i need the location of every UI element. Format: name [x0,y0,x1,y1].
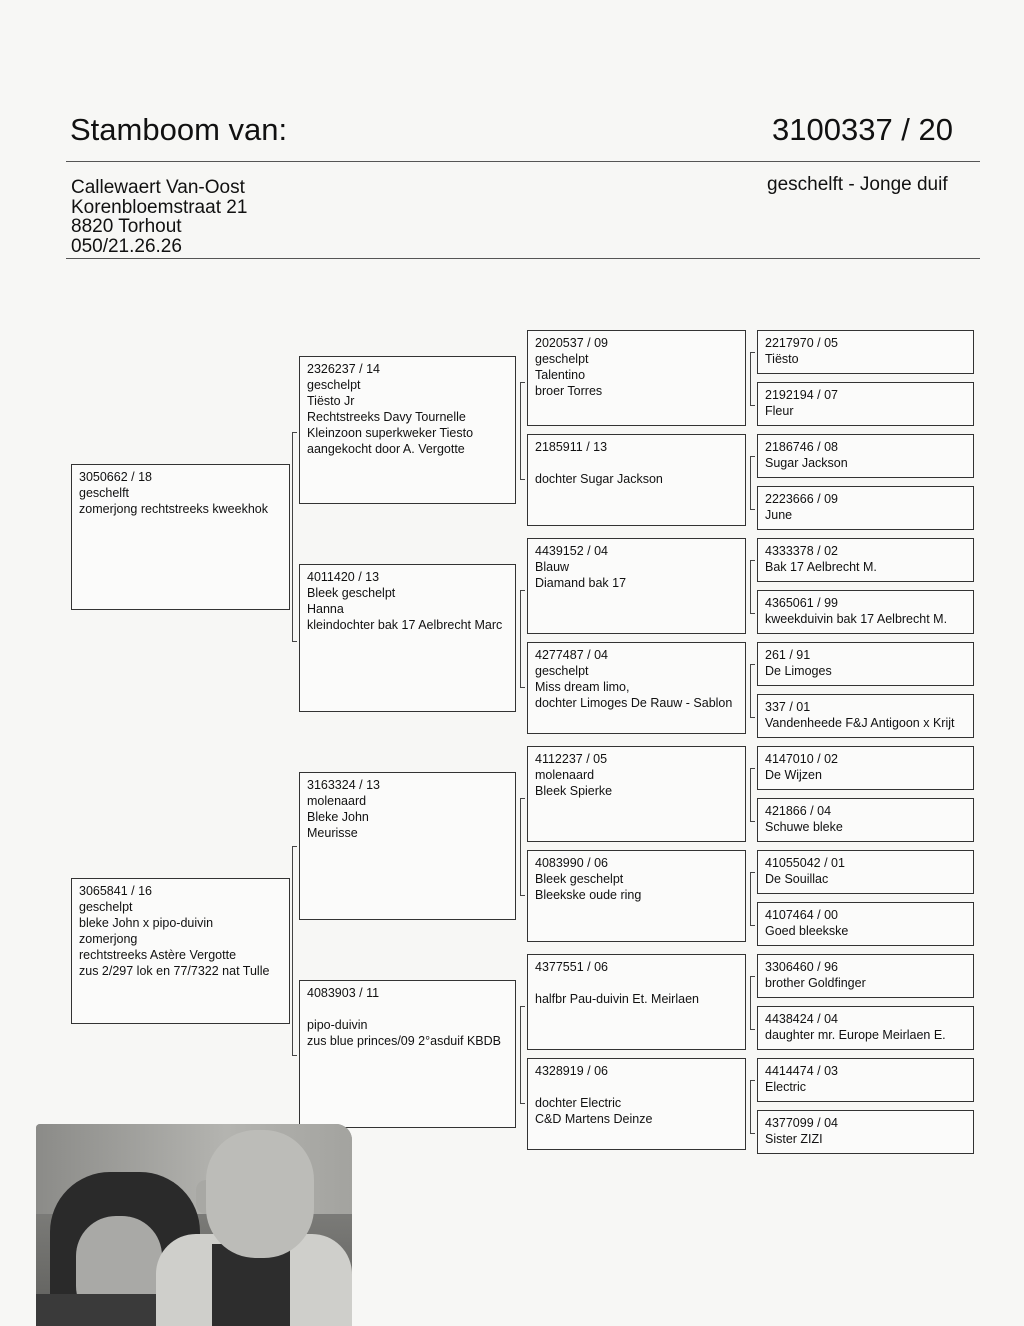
ring-number-label: 41055042 / 01 [765,856,845,870]
ring-number-label: 4377551 / 06 [535,960,608,974]
pedigree-box-gen3-4 [527,642,746,734]
bird-info-line: aangekocht door A. Vergotte [307,442,465,456]
pedigree-box-gen4-12 [757,902,974,946]
bird-info-line: Bleek Spierke [535,784,613,798]
bird-info-line: Schuwe bleke [765,820,843,834]
bird-info-line: Sister ZIZI [765,1132,823,1146]
pedigree-box-gen4-13 [757,954,974,998]
bird-info-line: Bleekske oude ring [535,888,642,902]
ring-number-label: 4439152 / 04 [535,544,608,558]
bird-info-line: geschelpt [307,378,361,392]
bird-info-line: De Wijzen [765,768,822,782]
pedigree-connector [750,456,755,510]
pedigree-connector [750,1080,755,1134]
pedigree-connector [750,976,755,1030]
ring-number: 3100337 / 20 [772,112,954,147]
bird-info-line: halfbr Pau-duivin Et. Meirlaen [535,992,699,1006]
bird-info-line: Sugar Jackson [765,456,848,470]
ring-number-label: 2223666 / 09 [765,492,838,506]
bird-info-line: Talentino [535,368,586,382]
ring-number-label: 4083990 / 06 [535,856,608,870]
ring-number-label: 3306460 / 96 [765,960,838,974]
bird-info-line: zomerjong rechtstreeks kweekhok [79,502,268,516]
bird-info-line: De Souillac [765,872,829,886]
bird-info-line: Fleur [765,404,794,418]
bird-info-line: Blauw [535,560,570,574]
ring-number-label: 2217970 / 05 [765,336,838,350]
pedigree-box-gen4-8 [757,694,974,738]
pedigree-box-gen4-3 [757,434,974,478]
owner-city: 8820 Torhout [71,216,182,237]
pedigree-connector [750,664,755,718]
ring-number-label: 4147010 / 02 [765,752,838,766]
ring-number-label: 2326237 / 14 [307,362,380,376]
bird-info-line: geschelpt [535,664,589,678]
ring-number-label: 4112237 / 05 [535,752,608,766]
bird-info-line: dochter Sugar Jackson [535,472,663,486]
ring-number-label: 4365061 / 99 [765,596,838,610]
ring-number-label: 2185911 / 13 [535,440,608,454]
pedigree-box-gen4-2 [757,382,974,426]
bird-info-line [535,455,745,471]
ring-number-label: 4328919 / 06 [535,1064,608,1078]
bird-info-line: Miss dream limo, [535,680,630,694]
bird-info-line: brother Goldfinger [765,976,866,990]
bird-status: geschelft - Jonge duif [767,174,948,195]
bird-info-line: Diamand bak 17 [535,576,627,590]
bird-info-line: Bleek geschelpt [535,872,624,886]
ring-number-label: 2186746 / 08 [765,440,838,454]
ring-number-label: 3065841 / 16 [79,884,152,898]
ring-number-label: 4438424 / 04 [765,1012,838,1026]
bird-info-line: dochter Limoges De Rauw - Sablon [535,696,733,710]
pedigree-connector [520,590,525,688]
bird-info-line: De Limoges [765,664,832,678]
pedigree-box-gen2-3 [299,772,516,920]
ring-number-label: 4277487 / 04 [535,648,608,662]
ring-number-label: 3050662 / 18 [79,470,152,484]
ring-number-label: 4414474 / 03 [765,1064,838,1078]
pedigree-box-gen1-2 [71,878,290,1024]
bird-info-line: bleke John x pipo-duivin [79,916,214,930]
pedigree-box-gen3-3 [527,538,746,634]
bird-info-line: broer Torres [535,384,603,398]
bird-info-line: Vandenheede F&J Antigoon x Krijt [765,716,955,730]
bird-info-line: zus blue princes/09 2°asduif KBDB [307,1034,501,1048]
ring-number-label: 3163324 / 13 [307,778,380,792]
bird-info-line: Meurisse [307,826,358,840]
ring-number-label: 4083903 / 11 [307,986,380,1000]
owner-name: Callewaert Van-Oost [71,177,245,198]
bird-info-line: Hanna [307,602,344,616]
bird-info-line: geschelpt [535,352,589,366]
pedigree-connector [520,798,525,896]
ring-number-label: 337 / 01 [765,700,811,714]
bird-info-line: geschelpt [79,900,133,914]
bird-info-line: Rechtstreeks Davy Tournelle [307,410,466,424]
ring-number-label: 261 / 91 [765,648,811,662]
pedigree-connector [520,1006,525,1104]
bird-info-line: Electric [765,1080,806,1094]
bird-info-line: zus 2/297 lok en 77/7322 nat Tulle [79,964,270,978]
ring-number-label: 4377099 / 04 [765,1116,838,1130]
pedigree-box-gen3-6 [527,850,746,942]
bird-info-line: kleindochter bak 17 Aelbrecht Marc [307,618,503,632]
bird-info-line: pipo-duivin [307,1018,368,1032]
ring-number-label: 421866 / 04 [765,804,832,818]
pedigree-connector [750,560,755,614]
bird-info-line: geschelft [79,486,130,500]
pedigree-connector [750,352,755,406]
pedigree-box-gen4-15 [757,1058,974,1102]
bird-info-line: Bleek geschelpt [307,586,396,600]
ring-number-label: 4011420 / 13 [307,570,380,584]
bird-info-line [535,1079,745,1095]
pedigree-box-gen4-16 [757,1110,974,1154]
pedigree-box-gen3-8 [527,1058,746,1150]
owner-phone: 050/21.26.26 [71,235,182,257]
divider [66,161,980,162]
bird-info-line: Bleke John [307,810,369,824]
pedigree-box-gen4-11 [757,850,974,894]
pedigree-box-gen4-1 [757,330,974,374]
pedigree-box-gen2-2 [299,564,516,712]
pedigree-box-gen4-7 [757,642,974,686]
pedigree-box-gen3-5 [527,746,746,842]
pedigree-box-gen2-4 [299,980,516,1128]
ring-number-label: 4107464 / 00 [765,908,838,922]
bird-info-line: Kleinzoon superkweker Tiesto [307,426,474,440]
bird-info-line: Tiësto [765,352,799,366]
pedigree-box-gen4-5 [757,538,974,582]
bird-info-line: zomerjong [79,932,138,946]
owner-photo [36,1124,352,1326]
bird-info-line: molenaard [307,794,367,808]
pedigree-box-gen4-4 [757,486,974,530]
page-title: Stamboom van: [70,112,288,147]
pedigree-box-gen3-2 [527,434,746,526]
bird-info-line: June [765,508,793,522]
pedigree-connector [750,768,755,822]
pedigree-connector [520,382,525,480]
pedigree-box-gen3-1 [527,330,746,426]
divider [66,258,980,259]
bird-info-line: Goed bleekske [765,924,849,938]
pedigree-box-gen4-14 [757,1006,974,1050]
bird-info-line [307,1001,515,1017]
bird-info-line: Tiësto Jr [307,394,355,408]
pedigree-box-gen4-9 [757,746,974,790]
owner-address [71,178,247,256]
pedigree-box-gen3-7 [527,954,746,1050]
pedigree-connector [750,872,755,926]
bird-info-line [535,975,745,991]
bird-info-line: daughter mr. Europe Meirlaen E. [765,1028,946,1042]
pedigree-box-gen4-6 [757,590,974,634]
pedigree-connector [292,432,297,642]
bird-info-line: kweekduivin bak 17 Aelbrecht M. [765,612,948,626]
ring-number-label: 2020537 / 09 [535,336,608,350]
bird-info-line: Bak 17 Aelbrecht M. [765,560,877,574]
pedigree-connector [292,846,297,1056]
ring-number-label: 4333378 / 02 [765,544,838,558]
bird-info-line: dochter Electric [535,1096,622,1110]
bird-info-line: rechtstreeks Astère Vergotte [79,948,237,962]
pedigree-box-gen4-10 [757,798,974,842]
ring-number-label: 2192194 / 07 [765,388,838,402]
bird-info-line: molenaard [535,768,595,782]
pedigree-box-gen2-1 [299,356,516,504]
pedigree-box-gen1-1 [71,464,290,610]
bird-info-line: C&D Martens Deinze [535,1112,653,1126]
owner-street: Korenbloemstraat 21 [71,196,248,218]
